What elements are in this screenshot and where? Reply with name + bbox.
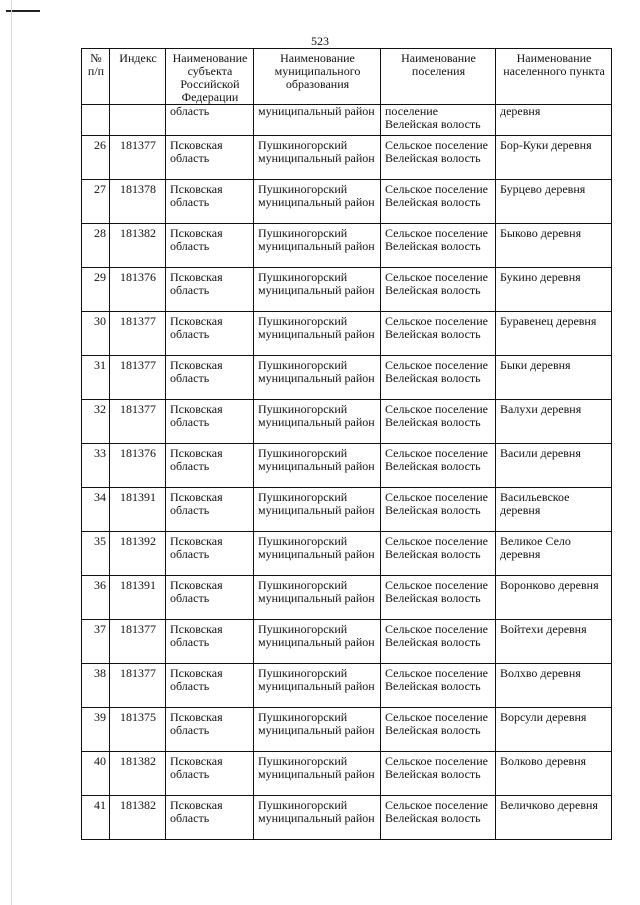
table-row bbox=[82, 664, 612, 708]
cell-number bbox=[82, 105, 110, 136]
page-number: 523 bbox=[311, 34, 329, 48]
cell-municipality: Пушкиногорский муниципальный район bbox=[254, 752, 381, 796]
cell-settlement: поселение Велейская волость bbox=[381, 105, 496, 136]
cell-municipality: Пушкиногорский муниципальный район bbox=[254, 444, 381, 488]
scan-edge-line bbox=[11, 0, 12, 905]
table-row bbox=[82, 620, 612, 664]
table-row bbox=[82, 180, 612, 224]
cell-locality: Букино деревня bbox=[496, 268, 612, 312]
cell-settlement: Сельское поселение Велейская волость bbox=[381, 268, 496, 312]
cell-settlement: Сельское поселение Велейская волость bbox=[381, 180, 496, 224]
cell-index: 181377 bbox=[110, 400, 166, 444]
cell-locality: Васильевское деревня bbox=[496, 488, 612, 532]
cell-subject: Псковская область bbox=[166, 400, 254, 444]
cell-subject: Псковская область bbox=[166, 532, 254, 576]
cell-index: 181382 bbox=[110, 752, 166, 796]
cell-number: 35 bbox=[82, 532, 110, 576]
cell-settlement: Сельское поселение Велейская волость bbox=[381, 752, 496, 796]
header-locality: Наименование населенного пункта bbox=[496, 49, 612, 105]
table-row bbox=[82, 356, 612, 400]
cell-settlement: Сельское поселение Велейская волость bbox=[381, 136, 496, 180]
cell-subject: Псковская область bbox=[166, 356, 254, 400]
cell-municipality: Пушкиногорский муниципальный район bbox=[254, 796, 381, 840]
cell-municipality: Пушкиногорский муниципальный район bbox=[254, 400, 381, 444]
cell-subject: Псковская область bbox=[166, 576, 254, 620]
cell-settlement: Сельское поселение Велейская волость bbox=[381, 620, 496, 664]
cell-index bbox=[110, 105, 166, 136]
cell-subject: Псковская область bbox=[166, 752, 254, 796]
cell-number: 37 bbox=[82, 620, 110, 664]
cell-index: 181391 bbox=[110, 488, 166, 532]
cell-subject: Псковская область bbox=[166, 620, 254, 664]
table-row bbox=[82, 576, 612, 620]
cell-number: 32 bbox=[82, 400, 110, 444]
cell-settlement: Сельское поселение Велейская волость bbox=[381, 444, 496, 488]
cell-subject: Псковская область bbox=[166, 268, 254, 312]
cell-index: 181391 bbox=[110, 576, 166, 620]
cell-locality: Войтехи деревня bbox=[496, 620, 612, 664]
cell-index: 181377 bbox=[110, 356, 166, 400]
header-municipality: Наименование муниципального образования bbox=[254, 49, 381, 105]
cell-index: 181382 bbox=[110, 796, 166, 840]
cell-subject: Псковская область bbox=[166, 312, 254, 356]
cell-index: 181376 bbox=[110, 444, 166, 488]
table-row bbox=[82, 488, 612, 532]
table-header-row bbox=[82, 49, 612, 105]
table-row bbox=[82, 136, 612, 180]
cell-locality: Волхво деревня bbox=[496, 664, 612, 708]
cell-municipality: муниципальный район bbox=[254, 105, 381, 136]
cell-subject: область bbox=[166, 105, 254, 136]
cell-settlement: Сельское поселение Велейская волость bbox=[381, 708, 496, 752]
cell-number: 39 bbox=[82, 708, 110, 752]
cell-subject: Псковская область bbox=[166, 180, 254, 224]
cell-subject: Псковская область bbox=[166, 664, 254, 708]
cell-municipality: Пушкиногорский муниципальный район bbox=[254, 576, 381, 620]
cell-number: 29 bbox=[82, 268, 110, 312]
header-number: № п/п bbox=[82, 49, 110, 105]
cell-subject: Псковская область bbox=[166, 444, 254, 488]
continuation-row bbox=[82, 105, 612, 136]
cell-index: 181377 bbox=[110, 136, 166, 180]
cell-number: 27 bbox=[82, 180, 110, 224]
cell-municipality: Пушкиногорский муниципальный район bbox=[254, 224, 381, 268]
cell-municipality: Пушкиногорский муниципальный район bbox=[254, 708, 381, 752]
cell-index: 181376 bbox=[110, 268, 166, 312]
cell-number: 28 bbox=[82, 224, 110, 268]
cell-index: 181378 bbox=[110, 180, 166, 224]
table-row bbox=[82, 532, 612, 576]
cell-municipality: Пушкиногорский муниципальный район bbox=[254, 356, 381, 400]
cell-locality: Быки деревня bbox=[496, 356, 612, 400]
cell-settlement: Сельское поселение Велейская волость bbox=[381, 488, 496, 532]
cell-settlement: Сельское поселение Велейская волость bbox=[381, 356, 496, 400]
cell-settlement: Сельское поселение Велейская волость bbox=[381, 312, 496, 356]
table-row bbox=[82, 312, 612, 356]
cell-index: 181377 bbox=[110, 620, 166, 664]
cell-number: 31 bbox=[82, 356, 110, 400]
cell-locality: Буравенец деревня bbox=[496, 312, 612, 356]
header-subject: Наименование субъекта Российской Федерации bbox=[166, 49, 254, 105]
header-settlement: Наименование поселения bbox=[381, 49, 496, 105]
cell-locality: Быково деревня bbox=[496, 224, 612, 268]
cell-settlement: Сельское поселение Велейская волость bbox=[381, 664, 496, 708]
cell-number: 40 bbox=[82, 752, 110, 796]
cell-locality: Васили деревня bbox=[496, 444, 612, 488]
cell-index: 181377 bbox=[110, 664, 166, 708]
cell-number: 33 bbox=[82, 444, 110, 488]
cell-subject: Псковская область bbox=[166, 488, 254, 532]
table-row bbox=[82, 708, 612, 752]
cell-number: 30 bbox=[82, 312, 110, 356]
table-row bbox=[82, 796, 612, 840]
cell-number: 34 bbox=[82, 488, 110, 532]
cell-locality: Ворсули деревня bbox=[496, 708, 612, 752]
cell-index: 181375 bbox=[110, 708, 166, 752]
cell-locality: Воронково деревня bbox=[496, 576, 612, 620]
cell-municipality: Пушкиногорский муниципальный район bbox=[254, 488, 381, 532]
cell-number: 36 bbox=[82, 576, 110, 620]
cell-locality: Великое Село деревня bbox=[496, 532, 612, 576]
cell-municipality: Пушкиногорский муниципальный район bbox=[254, 664, 381, 708]
cell-locality: деревня bbox=[496, 105, 612, 136]
cell-municipality: Пушкиногорский муниципальный район bbox=[254, 620, 381, 664]
cell-municipality: Пушкиногорский муниципальный район bbox=[254, 136, 381, 180]
table-row bbox=[82, 224, 612, 268]
cell-subject: Псковская область bbox=[166, 136, 254, 180]
cell-municipality: Пушкиногорский муниципальный район bbox=[254, 180, 381, 224]
header-index: Индекс bbox=[110, 49, 166, 105]
cell-index: 181382 bbox=[110, 224, 166, 268]
cell-municipality: Пушкиногорский муниципальный район bbox=[254, 532, 381, 576]
cell-settlement: Сельское поселение Велейская волость bbox=[381, 532, 496, 576]
cell-subject: Псковская область bbox=[166, 224, 254, 268]
table-row bbox=[82, 752, 612, 796]
cell-number: 26 bbox=[82, 136, 110, 180]
cell-municipality: Пушкиногорский муниципальный район bbox=[254, 268, 381, 312]
cell-settlement: Сельское поселение Велейская волость bbox=[381, 400, 496, 444]
table-row bbox=[82, 444, 612, 488]
cell-settlement: Сельское поселение Велейская волость bbox=[381, 224, 496, 268]
cell-index: 181377 bbox=[110, 312, 166, 356]
cell-settlement: Сельское поселение Велейская волость bbox=[381, 576, 496, 620]
cell-locality: Величково деревня bbox=[496, 796, 612, 840]
cell-locality: Валухи деревня bbox=[496, 400, 612, 444]
cell-index: 181392 bbox=[110, 532, 166, 576]
table-row bbox=[82, 268, 612, 312]
cell-subject: Псковская область bbox=[166, 708, 254, 752]
cell-number: 38 bbox=[82, 664, 110, 708]
table-row bbox=[82, 400, 612, 444]
cell-settlement: Сельское поселение Велейская волость bbox=[381, 796, 496, 840]
cell-municipality: Пушкиногорский муниципальный район bbox=[254, 312, 381, 356]
cell-locality: Волково деревня bbox=[496, 752, 612, 796]
cell-number: 41 bbox=[82, 796, 110, 840]
cell-locality: Бор-Куки деревня bbox=[496, 136, 612, 180]
locality-register-table bbox=[81, 48, 612, 840]
cell-locality: Бурцево деревня bbox=[496, 180, 612, 224]
cell-subject: Псковская область bbox=[166, 796, 254, 840]
